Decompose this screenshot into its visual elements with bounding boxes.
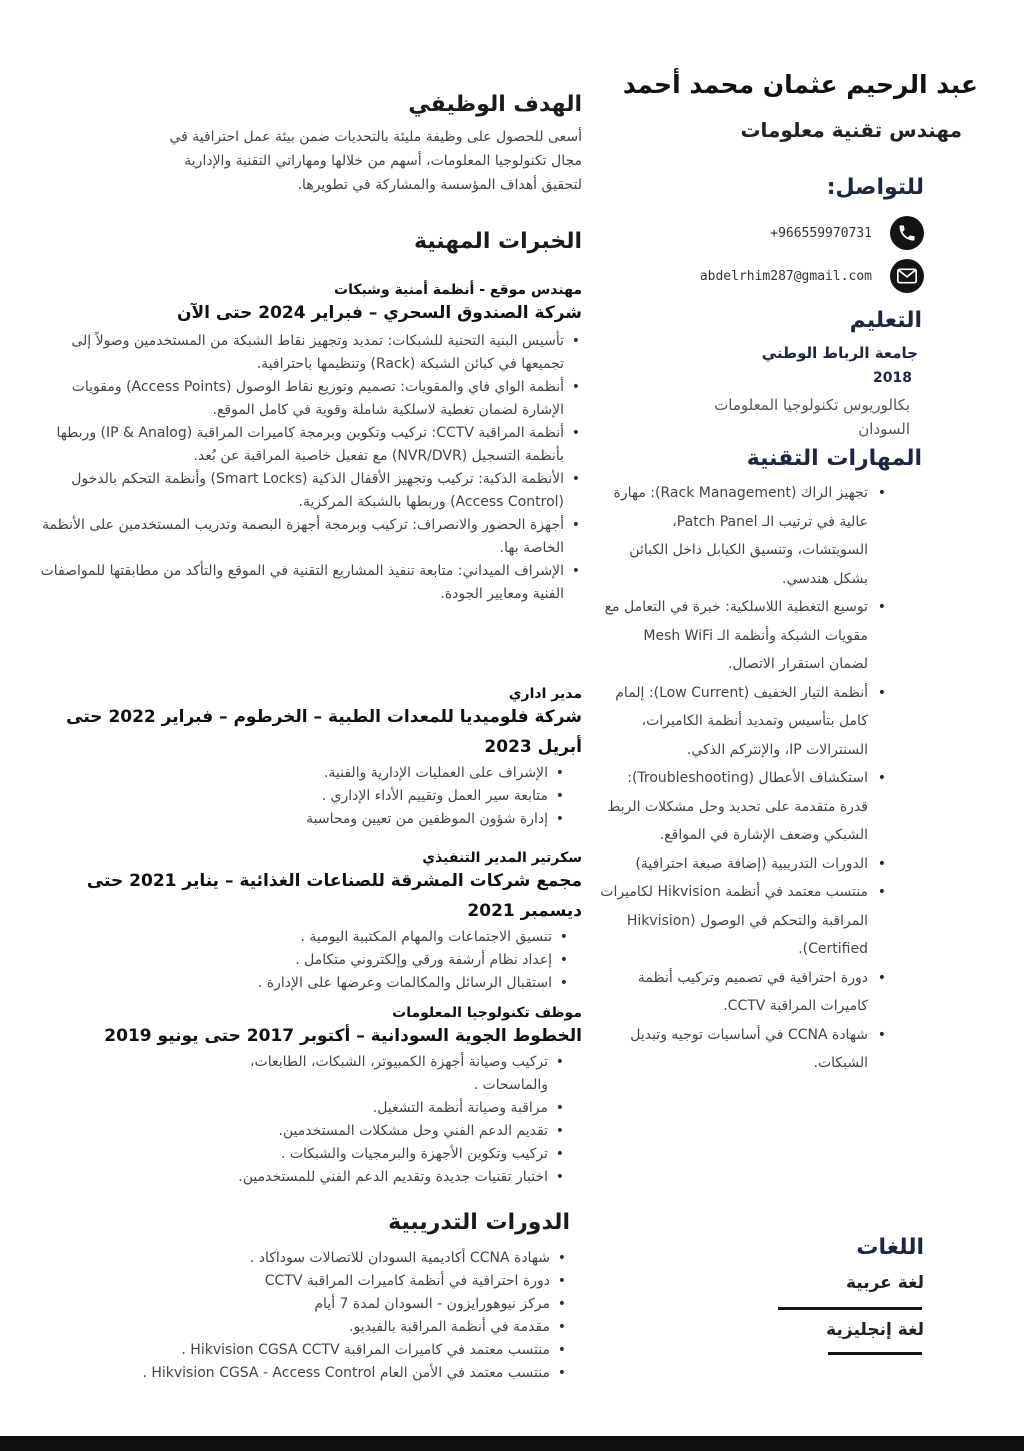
duty-item: • تركيب وتكوين الأجهزة والبرمجيات والشبكات . (190, 1143, 548, 1166)
courses-list (30, 1247, 570, 1385)
course-item: • منتسب معتمد في كاميرات المراقبة Hikvision CGSA CCTV . (30, 1339, 550, 1362)
contact-phone-row (600, 216, 924, 250)
contact-email-row (600, 259, 924, 293)
objective-text: أسعى للحصول على وظيفة مليئة بالتحديات ضمن بيئة عمل احترافية في مجال تكنولوجيا المعلومات، أسهم من خلالها ومهاراتي التقنية والإدارية لتحقيق أهداف المؤسسة والمشاركة في تطويرها. (169, 129, 582, 193)
course-item: • مقدمة في أنظمة المراقبة بالفيديو. (30, 1316, 550, 1339)
job-title: مدير اداري (508, 686, 582, 702)
skill-item: • دورة احترافية في تصميم وتركيب أنظمة كاميرات المراقبة CCTV. (600, 964, 868, 1021)
job-company: الخطوط الجوية السودانية – أكتوبر 2017 حتى يونيو 2019 (104, 1026, 582, 1046)
duty-item: • تركيب وصيانة أجهزة الكمبيوتر، الشبكات، الطابعات، والماسحات . (190, 1051, 548, 1097)
bottom-bar (0, 1436, 1024, 1451)
duty-item: • اختبار تقنيات جديدة وتقديم الدعم الفني للمستخدمين. (190, 1166, 548, 1189)
courses-section (30, 1210, 570, 1385)
language-arabic: لغة عربية (845, 1273, 924, 1293)
job-title: مهندس موقع - أنظمة أمنية وشبكات (334, 282, 582, 298)
candidate-name: عبد الرحيم عثمان محمد أحمد (622, 70, 978, 99)
language-arabic-bar (778, 1307, 922, 1310)
education-heading: التعليم (849, 308, 922, 333)
job-company: مجمع شركات المشرقة للصناعات الغذائية – يناير 2021 حتى ديسمبر 2021 (86, 871, 582, 921)
languages-heading: اللغات (856, 1235, 924, 1260)
job-entry (40, 1005, 582, 1189)
job-entry (40, 850, 582, 995)
duty-item: • مراقبة وصيانة أنظمة التشغيل. (190, 1097, 548, 1120)
skills-heading: المهارات التقنية (746, 446, 922, 471)
duty-item: • تقديم الدعم الفني وحل مشكلات المستخدمين. (190, 1120, 548, 1143)
objective-section (160, 92, 582, 197)
skill-item: • شهادة CCNA في أساسيات توجيه وتبديل الشبكات. (600, 1021, 868, 1078)
courses-heading: الدورات التدريبية (388, 1210, 570, 1235)
candidate-title: مهندس تقنية معلومات (740, 118, 962, 142)
skills-list-wrap (600, 479, 896, 1078)
duty-item: • إعداد نظام أرشفة ورقي وإلكتروني متكامل . (40, 949, 552, 972)
phone-number[interactable]: +966559970731 (770, 225, 872, 241)
phone-icon (890, 216, 924, 250)
job-company: شركة الصندوق السحري – فبراير 2024 حتى الآن (177, 303, 582, 323)
university-name: جامعة الرباط الوطني (761, 344, 918, 362)
email-address[interactable]: abdelrhim287@gmail.com (699, 268, 872, 284)
skill-item: • منتسب معتمد في أنظمة Hikvision لكاميرات المراقبة والتحكم في الوصول (Hikvision Certified). (600, 878, 868, 964)
email-icon (890, 259, 924, 293)
duty-item: • أنظمة المراقبة CCTV: تركيب وتكوين وبرمجة كاميرات المراقبة (IP & Analog) وربطها بأنظمة التسجيل (NVR/DVR) مع تفعيل خاصية المراقبة عن بُعد. (40, 422, 564, 468)
duty-item: • أنظمة الواي فاي والمقويات: تصميم وتوزيع نقاط الوصول (Access Points) ومقويات الإشارة لضمان تغطية لاسلكية شاملة وقوية في كامل الموقع. (40, 376, 564, 422)
course-item: • دورة احترافية في أنظمة كاميرات المراقبة CCTV (30, 1270, 550, 1293)
job-duties (40, 762, 582, 831)
job-title: سكرتير المدير التنفيذي (422, 850, 582, 866)
course-item: • شهادة CCNA أكاديمية السودان للاتصالات سوداكاد . (30, 1247, 550, 1270)
job-duties (40, 926, 582, 995)
job-title: موظف تكنولوجيا المعلومات (392, 1005, 582, 1021)
duty-item: • الأنظمة الذكية: تركيب وتجهيز الأقفال الذكية (Smart Locks) وأنظمة التحكم بالدخول (Access Control) وربطها بالشبكة المركزية. (40, 468, 564, 514)
duty-item: • استقبال الرسائل والمكالمات وعرضها على الإدارة . (40, 972, 552, 995)
duty-item: • الإشراف على العمليات الإدارية والفنية. (40, 762, 548, 785)
skill-item: • أنظمة التيار الخفيف (Low Current): إلمام كامل بتأسيس وتمديد أنظمة الكاميرات، السنترالات IP، والإنتركم الذكي. (600, 679, 868, 765)
duty-item: • تأسيس البنية التحتية للشبكات: تمديد وتجهيز نقاط الشبكة من المستخدمين وصولاً إلى تجميعها في كبائن الشبكة (Rack) وتنظيمها باحترافية. (40, 330, 564, 376)
duty-item: • الإشراف الميداني: متابعة تنفيذ المشاريع التقنية في الموقع والتأكد من مطابقتها للمواصفات الفنية ومعايير الجودة. (40, 560, 564, 606)
experience-heading: الخبرات المهنية (413, 229, 582, 254)
job-duties (40, 1051, 582, 1189)
job-entry (40, 686, 582, 831)
duty-item: • إدارة شؤون الموظفين من تعيين ومحاسبة (40, 808, 548, 831)
job-entry (40, 282, 582, 606)
language-english-bar (828, 1352, 922, 1355)
duty-item: • تنسيق الاجتماعات والمهام المكتبية اليومية . (40, 926, 552, 949)
duty-item: • أجهزة الحضور والانصراف: تركيب وبرمجة أجهزة البصمة وتدريب المستخدمين على الأنظمة الخاصة بها. (40, 514, 564, 560)
course-item: • منتسب معتمد في الأمن العام Hikvision CGSA - Access Control . (30, 1362, 550, 1385)
skill-item: • تجهيز الراك (Rack Management): مهارة عالية في ترتيب الـ Patch Panel، السويتشات، وتنسيق الكيابل داخل الكبائن بشكل هندسي. (600, 479, 868, 593)
course-item: • مركز نيوهورايزون - السودان لمدة 7 أيام (30, 1293, 550, 1316)
degree-line-1: بكالوريوس تكنولوجيا المعلومات (714, 396, 910, 414)
skill-item: • استكشاف الأعطال (Troubleshooting): قدرة متقدمة على تحديد وحل مشكلات الربط الشبكي وضعف الإشارة في المواقع. (600, 764, 868, 850)
skills-list (600, 479, 896, 1078)
experience-heading-wrap (160, 229, 582, 254)
contact-heading: للتواصل: (826, 175, 924, 200)
degree-line-2: السودان (858, 420, 910, 438)
graduation-year: 2018 (873, 370, 912, 386)
job-company: شركة فلوميديا للمعدات الطبية – الخرطوم – فبراير 2022 حتى أبريل 2023 (66, 707, 582, 757)
skill-item: • الدورات التدريبية (إضافة صبغة احترافية) (600, 850, 868, 879)
degree (600, 393, 910, 441)
duty-item: • متابعة سير العمل وتقييم الأداء الإداري . (40, 785, 548, 808)
language-english: لغة إنجليزية (826, 1320, 924, 1340)
objective-heading: الهدف الوظيفي (408, 92, 582, 117)
skill-item: • توسيع التغطية اللاسلكية: خبرة في التعامل مع مقويات الشبكة وأنظمة الـ Mesh WiFi لضمان استقرار الاتصال. (600, 593, 868, 679)
job-duties (40, 330, 582, 606)
